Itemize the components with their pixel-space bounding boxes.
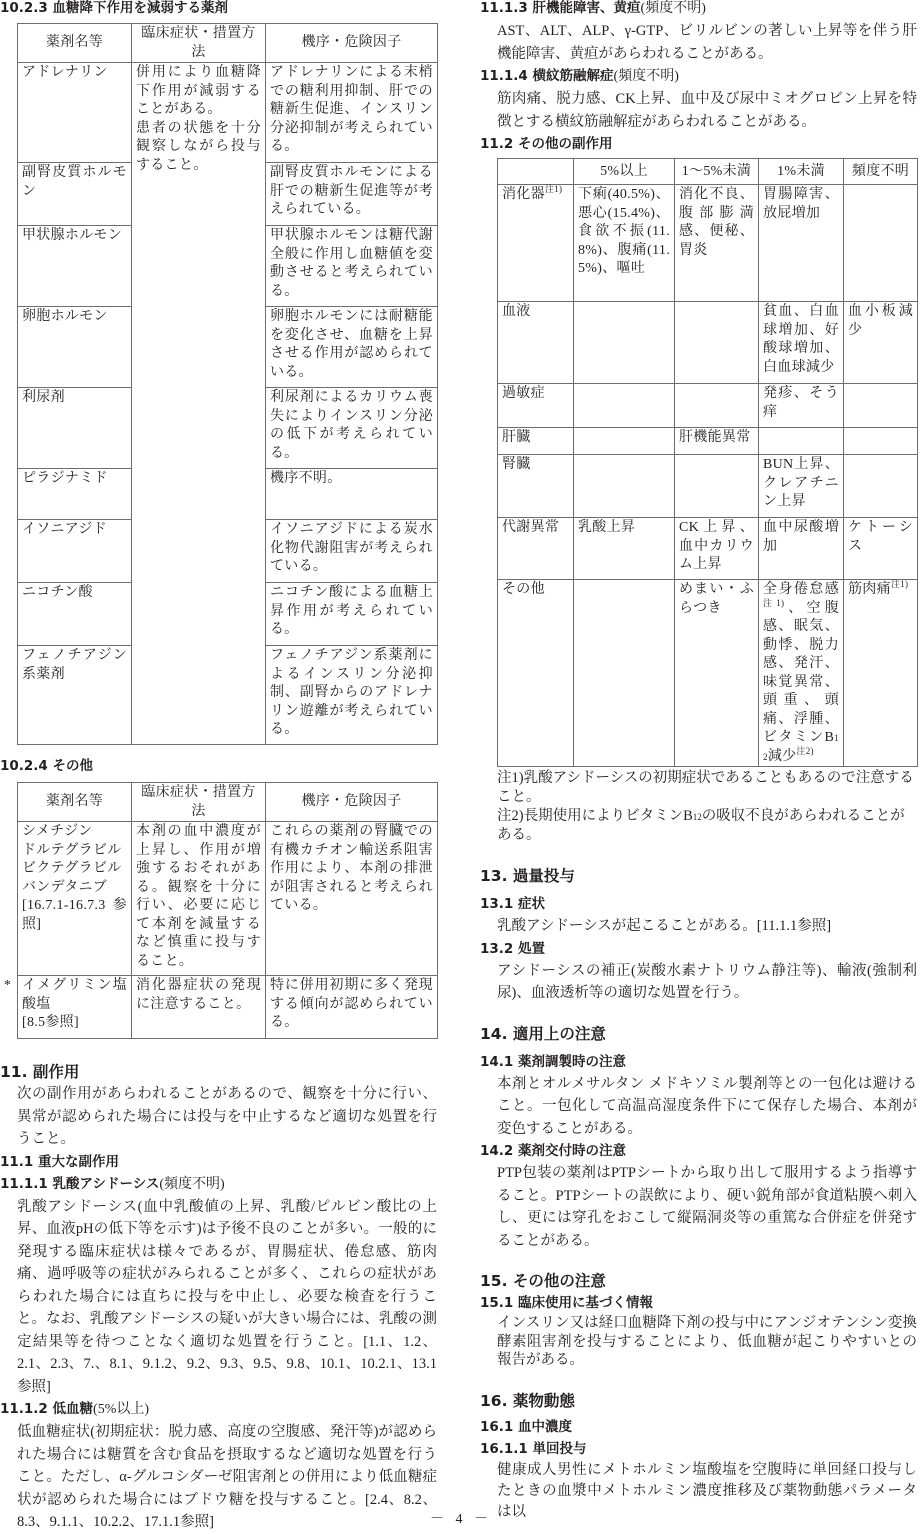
section-heading-11-1-4 bbox=[480, 65, 920, 88]
column-header: 臨床症状・措置方法 bbox=[132, 24, 266, 63]
cell-text: 血小板減少 bbox=[848, 304, 913, 338]
freq-5pct-cell bbox=[574, 455, 675, 518]
section-heading-13: 13. 過量投与 bbox=[480, 867, 575, 885]
cell-text: CK上昇、血中カリウム上昇 bbox=[679, 520, 754, 572]
cell-text: 胃腸障害、放屁増加 bbox=[763, 187, 839, 221]
table-row bbox=[498, 384, 918, 428]
freq-unknown-cell bbox=[844, 518, 918, 580]
freq-5pct-cell bbox=[574, 428, 675, 455]
section-heading-15-1: 15.1 臨床使用に基づく情報 bbox=[480, 1295, 654, 1311]
freq-unknown-cell bbox=[844, 455, 918, 518]
frequency-label: (頻度不明) bbox=[613, 69, 679, 84]
symptom-cell: 併用により血糖降下作用が減弱することがある。 患者の状態を十分観察しながら投与すること。 bbox=[132, 63, 266, 745]
cell-text: 肝臓 bbox=[502, 430, 531, 445]
section-heading-10-2-4: 10.2.4 その他 bbox=[0, 758, 94, 774]
section-title: 肝機能障害、黄疸 bbox=[532, 0, 641, 16]
section-heading-10-2-3: 10.2.3 血糖降下作用を減弱する薬剤 bbox=[0, 0, 229, 16]
cell-text: 貧血、白血球増加、好酸球増加、白血球減少 bbox=[763, 304, 839, 375]
category-cell bbox=[498, 384, 574, 428]
section-heading-13-1: 13.1 症状 bbox=[480, 896, 546, 912]
section-number: 11.1.3 bbox=[480, 0, 528, 16]
footnote-ref: 注1) bbox=[890, 579, 909, 589]
freq-1-5pct-cell bbox=[675, 455, 759, 518]
interaction-table-other bbox=[4, 782, 438, 1039]
freq-under-1pct-cell bbox=[759, 384, 844, 428]
freq-5pct-cell bbox=[574, 580, 675, 767]
cell-text: 肝機能異常 bbox=[679, 430, 751, 445]
category-cell bbox=[498, 518, 574, 580]
frequency-label: (頻度不明) bbox=[640, 1, 706, 16]
preparation-caution-text: 本剤とオルメサルタン メドキソミル製剤等との一包化は避けること。一包化して高温高湿度条件下にて保存した場合、本剤が変色することがある。 bbox=[497, 1075, 917, 1137]
section-heading-11-1-1 bbox=[0, 1173, 440, 1196]
section-title: 横紋筋融解症 bbox=[532, 68, 614, 84]
clinical-info-text: インスリン又は経口血糖降下剤の投与中にアンジオテンシン変換酵素阻害剤を投与することにより、低血糖が起こりやすいとの報告がある。 bbox=[497, 1315, 917, 1368]
dispensing-caution-text: PTP包装の薬剤はPTPシートから取り出して服用するよう指導すること。PTPシートの誤飲により、硬い鋭角部が食道粘膜へ刺入し、更には穿孔をおこして縦隔洞炎等の重篤な合併症を併発することがある。 bbox=[497, 1165, 917, 1249]
drug-name-cell: イソニアジド bbox=[18, 520, 132, 583]
column-header: 5%以上 bbox=[574, 159, 675, 185]
cell-text: の吸収不良があらわれることがある。 bbox=[497, 808, 905, 843]
freq-5pct-cell bbox=[574, 384, 675, 428]
table-row bbox=[498, 302, 918, 384]
cell-text: 血中尿酸増加 bbox=[763, 520, 839, 554]
footnote-ref: 注2) bbox=[796, 745, 814, 756]
rhabdomyolysis-text: 筋肉痛、脱力感、CK上昇、血中及び尿中ミオグロビン上昇を特徴とする横紋筋融解症があらわれることがある。 bbox=[497, 91, 917, 130]
freq-1-5pct-cell bbox=[675, 518, 759, 580]
cell-text: 過敏症 bbox=[502, 386, 545, 401]
section-title: 低血糖 bbox=[52, 1401, 94, 1417]
category-cell bbox=[498, 455, 574, 518]
cell-text: めまい・ふらつき bbox=[679, 582, 754, 616]
cell-text: その他 bbox=[502, 582, 545, 597]
table-footnotes bbox=[497, 769, 917, 845]
section-heading-16-1-1: 16.1.1 単回投与 bbox=[480, 1440, 587, 1457]
category-cell bbox=[498, 580, 574, 767]
freq-under-1pct-cell bbox=[759, 185, 844, 302]
column-header: 1%未満 bbox=[759, 159, 844, 185]
overdose-treatment-text: アシドーシスの補正(炭酸水素ナトリウム静注等)、輸液(強制利尿)、血液透析等の適切な処置を行う。 bbox=[497, 962, 917, 1001]
section-title: 乳酸アシドーシス bbox=[52, 1175, 160, 1192]
right-column bbox=[480, 0, 920, 1523]
freq-under-1pct-cell bbox=[759, 428, 844, 455]
category-cell bbox=[498, 302, 574, 384]
section-heading-13-2: 13.2 処置 bbox=[480, 940, 546, 957]
freq-under-1pct-cell bbox=[759, 518, 844, 580]
frequency-label: (5%以上) bbox=[93, 1402, 150, 1417]
freq-unknown-cell bbox=[844, 302, 918, 384]
cell-text: 消化器 bbox=[502, 187, 545, 202]
table-row bbox=[498, 455, 918, 518]
overdose-symptoms-text: 乳酸アシドーシスが起こることがある。[11.1.1参照] bbox=[497, 918, 832, 934]
table-row bbox=[18, 63, 438, 163]
cell-text: 注2)長期使用によりビタミンB bbox=[497, 808, 693, 824]
drug-name-cell: 利尿剤 bbox=[18, 388, 132, 469]
mechanism-cell: 機序不明。 bbox=[266, 469, 438, 520]
section-heading-11-1-3 bbox=[480, 0, 920, 20]
freq-under-1pct-cell bbox=[759, 455, 844, 518]
single-dose-text: 健康成人男性にメトホルミン塩酸塩を空腹時に単回経口投与したときの血漿中メトホルミン濃度推移及び薬物動態パラメータは以 bbox=[497, 1461, 917, 1520]
frequency-label: (頻度不明) bbox=[159, 1176, 225, 1192]
freq-5pct-cell bbox=[574, 302, 675, 384]
cell-text: 消化不良、腹部膨満感、便秘、胃炎 bbox=[679, 187, 754, 258]
freq-1-5pct-cell bbox=[675, 428, 759, 455]
cell-text: 下痢(40.5%)、悪心(15.4%)、食欲不振(11.8%)、腹痛(11.5%)、嘔吐 bbox=[578, 187, 670, 276]
section-heading-16-1: 16.1 血中濃度 bbox=[480, 1418, 573, 1435]
drug-name-cell: ピラジナミド bbox=[18, 469, 132, 520]
interaction-table-reduced-effect bbox=[17, 23, 438, 745]
section-heading-14-2: 14.2 薬剤交付時の注意 bbox=[480, 1143, 627, 1159]
freq-5pct-cell bbox=[574, 518, 675, 580]
section-heading-11-1: 11.1 重大な副作用 bbox=[0, 1153, 120, 1170]
lactic-acidosis-text: 乳酸アシドーシス(血中乳酸値の上昇、乳酸/ピルビン酸比の上昇、血液pHの低下等を示す)は予後不良のことが多い。一般的に発現する臨床症状は様々であるが、胃腸症状、倦怠感、筋肉痛、過呼吸等の症状がみられることが多く、これらの症状があらわれた場合には直ちに投与を中止し、必要な検査を行うこと。なお、乳酸アシドーシスの疑いが大きい場合には、乳酸の測定結果等を待つことなく適切な処置を行うこと。[1.1、1.2、2.1、2.3、7.、8.1、9.1.2、9.2、9.3、9.5、9.8、10.1、10.2.1、13.1参照] bbox=[17, 1198, 437, 1395]
mechanism-cell: 副腎皮質ホルモンによる肝での糖新生促進等が考えられている。 bbox=[266, 163, 438, 226]
drug-name-cell: イメグリミン塩酸塩 [8.5参照] * bbox=[18, 976, 132, 1039]
liver-dysfunction-text: AST、ALT、ALP、γ-GTP、ビリルビンの著しい上昇等を伴う肝機能障害、黄疸があらわれることがある。 bbox=[497, 23, 917, 62]
column-header: 1〜5%未満 bbox=[675, 159, 759, 185]
freq-1-5pct-cell bbox=[675, 384, 759, 428]
freq-under-1pct-cell bbox=[759, 302, 844, 384]
section-heading-14: 14. 適用上の注意 bbox=[480, 1024, 606, 1043]
drug-name-cell: ニコチン酸 bbox=[18, 583, 132, 646]
mechanism-cell: 甲状腺ホルモンは糖代謝全般に作用し血糖値を変動させると考えられている。 bbox=[266, 226, 438, 307]
cell-text: 代謝異常 bbox=[502, 520, 560, 535]
cell-text: 発疹、そう痒 bbox=[763, 386, 839, 420]
table-row bbox=[18, 822, 438, 976]
freq-unknown-cell bbox=[844, 185, 918, 302]
mechanism-cell: アドレナリンによる末梢での糖利用抑制、肝での糖新生促進、インスリン分泌抑制が考えられている。 bbox=[266, 63, 438, 163]
mechanism-cell: 特に併用初期に多く発現する傾向が認められている。 bbox=[266, 976, 438, 1039]
cell-text: 乳酸上昇 bbox=[578, 520, 636, 535]
hypoglycemia-text: 低血糖症状(初期症状：脱力感、高度の空腹感、発汗等)が認められた場合には糖質を含む食品を摂取するなど適切な処置を行うこと。ただし、α-グルコシダーゼ阻害剤との併用により低血糖症状が認められた場合にはブドウ糖を投与すること。[2.4、8.2、8.3、9.1.1、10.2.2、17.1.1参照] bbox=[17, 1424, 437, 1530]
freq-unknown-cell bbox=[844, 580, 918, 767]
column-header: 薬剤名等 bbox=[18, 783, 132, 822]
symptom-cell: 消化器症状の発現に注意すること。 bbox=[132, 976, 266, 1039]
freq-unknown-cell bbox=[844, 384, 918, 428]
drug-name-cell: フェノチアジン系薬剤 bbox=[18, 646, 132, 745]
mechanism-cell: 利尿剤によるカリウム喪失によりインスリン分泌の低下が考えられている。 bbox=[266, 388, 438, 469]
cell-text: 腎臓 bbox=[502, 457, 531, 472]
section-number: 11.1.4 bbox=[480, 68, 528, 84]
page-number: － 4 － bbox=[430, 1512, 492, 1527]
cell-text: 血液 bbox=[502, 304, 531, 319]
column-header: 頻度不明 bbox=[844, 159, 918, 185]
other-side-effects-table bbox=[497, 158, 918, 767]
subscript: 12 bbox=[692, 812, 702, 822]
section-heading-16: 16. 薬物動態 bbox=[480, 1391, 575, 1410]
column-header bbox=[498, 159, 574, 185]
section-heading-14-1: 14.1 薬剤調製時の注意 bbox=[480, 1053, 627, 1070]
mechanism-cell: ニコチン酸による血糖上昇作用が考えられている。 bbox=[266, 583, 438, 646]
cell-text: BUN上昇、クレアチニン上昇 bbox=[763, 457, 839, 509]
footnote bbox=[497, 807, 917, 845]
section-heading-11-2: 11.2 その他の副作用 bbox=[480, 136, 613, 152]
drug-name-cell: 副腎皮質ホルモン bbox=[18, 163, 132, 226]
cell-text: 注1)乳酸アシドーシスの初期症状であることもあるので注意すること。 bbox=[497, 770, 914, 805]
left-column bbox=[0, 0, 440, 1534]
freq-1-5pct-cell bbox=[675, 302, 759, 384]
freq-unknown-cell bbox=[844, 428, 918, 455]
drug-name-cell: アドレナリン bbox=[18, 63, 132, 163]
freq-1-5pct-cell bbox=[675, 580, 759, 767]
section-number: 11.1.2 bbox=[0, 1401, 48, 1417]
column-header: 臨床症状・措置方法 bbox=[132, 783, 266, 822]
footnote-ref: 注1) bbox=[544, 184, 563, 194]
cell-text: 筋肉痛 bbox=[848, 582, 891, 597]
cell-text: 全身倦怠感 bbox=[763, 582, 839, 597]
symptom-cell: 本剤の血中濃度が上昇し、作用が増強するおそれがある。観察を十分に行い、必要に応じて本剤を減量するなど慎重に投与すること。 bbox=[132, 822, 266, 976]
revision-mark: * bbox=[4, 978, 12, 993]
column-header: 薬剤名等 bbox=[18, 24, 132, 63]
mechanism-cell: イソニアジドによる炭水化物代謝阻害が考えられている。 bbox=[266, 520, 438, 583]
mechanism-cell: これらの薬剤の腎臓での有機カチオン輸送系阻害作用により、本剤の排泄が阻害されると考えられている。 bbox=[266, 822, 438, 976]
mechanism-cell: フェノチアジン系薬剤によるインスリン分泌抑制、副腎からのアドレナリン遊離が考えられている。 bbox=[266, 646, 438, 745]
section-heading-15: 15. その他の注意 bbox=[480, 1272, 606, 1290]
category-cell bbox=[498, 428, 574, 455]
table-row bbox=[18, 976, 438, 1039]
drug-name-cell: 卵胞ホルモン bbox=[18, 307, 132, 388]
column-header: 機序・危険因子 bbox=[266, 24, 438, 63]
section-number: 11.1.1 bbox=[0, 1175, 48, 1192]
freq-under-1pct-cell bbox=[759, 580, 844, 767]
mechanism-cell: 卵胞ホルモンには耐糖能を変化させ、血糖を上昇させる作用が認められている。 bbox=[266, 307, 438, 388]
section-heading-11: 11. 副作用 bbox=[0, 1063, 80, 1081]
category-cell bbox=[498, 185, 574, 302]
cell-text: 減少 bbox=[767, 748, 797, 764]
footnote bbox=[497, 769, 917, 807]
cell-text: ケトーシス bbox=[848, 520, 913, 554]
table-row bbox=[498, 580, 918, 767]
column-header: 機序・危険因子 bbox=[266, 783, 438, 822]
table-row bbox=[498, 185, 918, 302]
freq-5pct-cell bbox=[574, 185, 675, 302]
cell-text: 、空腹感、眠気、動悸、脱力感、発汗、味覚異常、頭重、頭痛、浮腫、ビタミンB bbox=[763, 600, 839, 745]
drug-name-cell: シメチジン ドルテグラビル ビクテグラビル バンデタニブ [16.7.1-16.7.3参照] bbox=[18, 822, 132, 976]
table-row bbox=[498, 518, 918, 580]
side-effects-intro: 次の副作用があらわれることがあるので、観察を十分に行い、異常が認められた場合には投与を中止するなど適切な処置を行うこと。 bbox=[17, 1086, 437, 1147]
table-row bbox=[498, 428, 918, 455]
section-heading-11-1-2 bbox=[0, 1398, 440, 1421]
freq-1-5pct-cell bbox=[675, 185, 759, 302]
drug-name-cell: 甲状腺ホルモン bbox=[18, 226, 132, 307]
subscript: 12 bbox=[763, 733, 839, 762]
footnote-ref: 注1) bbox=[763, 597, 785, 608]
